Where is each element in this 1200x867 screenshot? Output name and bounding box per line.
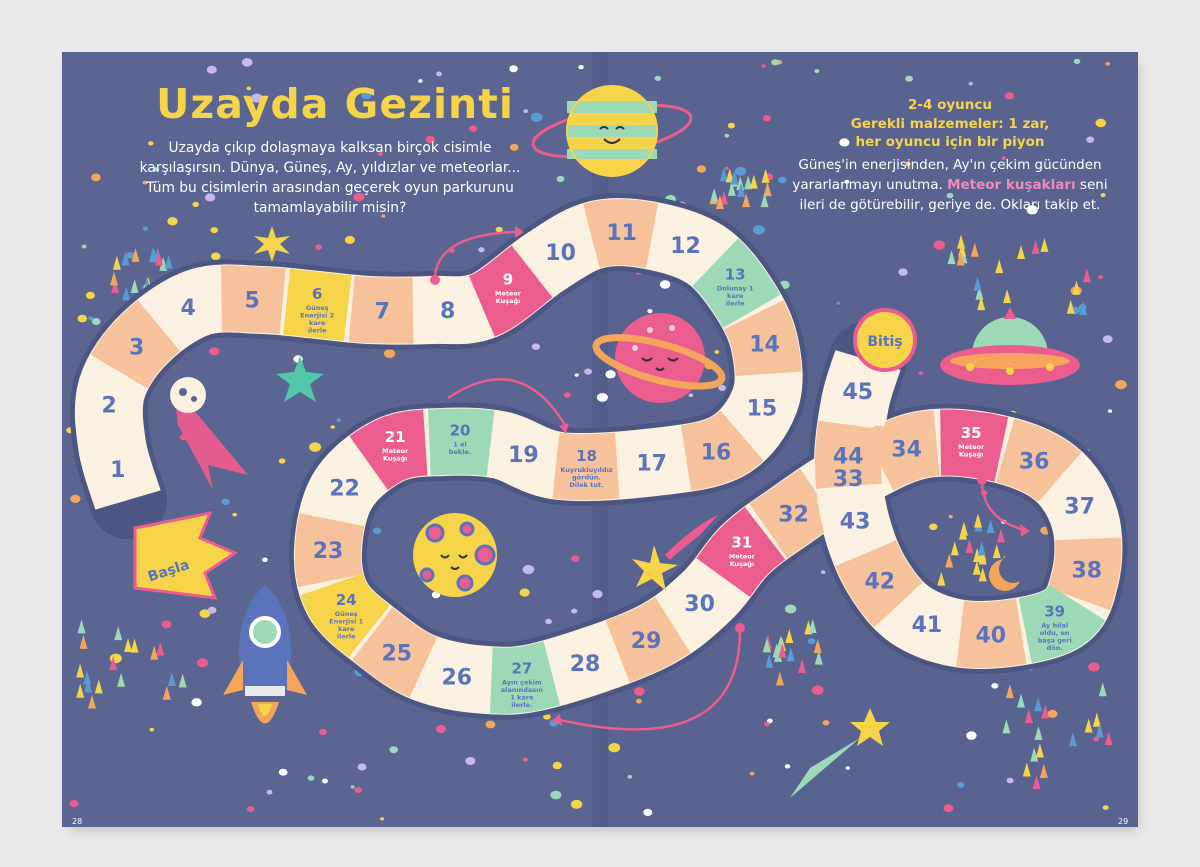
confetti-dot: [232, 513, 237, 517]
intro-line: Tüm bu cisimlerin arasından geçerek oyun parkurunu: [146, 180, 514, 196]
cell-number: 4: [180, 295, 196, 321]
cell-number: 40: [975, 623, 1007, 649]
cell-number: 42: [864, 569, 896, 595]
confetti-dot: [1108, 409, 1112, 412]
rules-line: [782, 175, 1118, 195]
rules-text: [782, 155, 1118, 215]
confetti-dot: [308, 775, 315, 780]
confetti-dot: [279, 458, 286, 463]
cell-number: 8: [439, 299, 456, 325]
cell-number: 9: [502, 270, 514, 289]
confetti-dot: [762, 64, 766, 67]
confetti-dot: [634, 687, 645, 696]
confetti-dot: [627, 775, 632, 779]
confetti-dot: [655, 76, 662, 81]
confetti-dot: [88, 316, 93, 320]
confetti-dot: [808, 638, 816, 644]
cell-number: 39: [1044, 602, 1066, 621]
cell-number: 26: [441, 665, 473, 691]
confetti-dot: [509, 65, 518, 72]
cell-number: 12: [670, 233, 701, 259]
confetti-dot: [486, 721, 496, 729]
confetti-dot: [724, 134, 729, 138]
confetti-dot: [354, 787, 362, 793]
confetti-dot: [597, 393, 608, 402]
confetti-dot: [728, 123, 735, 129]
cell-number: 18: [576, 447, 597, 465]
cell-number: 19: [508, 442, 539, 468]
cell-label: Meteor Kuşağı: [958, 443, 985, 459]
cell-number: 7: [374, 299, 390, 325]
confetti-dot: [991, 683, 998, 689]
cell-label: Güneş Enerjisi 2 kare ilerle: [300, 303, 335, 335]
confetti-dot: [331, 425, 336, 429]
materials-line: Gerekli malzemeler: 1 zar,: [850, 115, 1050, 132]
cell-label: Güneş Enerjisi 1 kare ilerle: [329, 610, 364, 641]
confetti-dot: [550, 791, 561, 800]
confetti-dot: [934, 240, 946, 249]
confetti-dot: [557, 176, 565, 182]
confetti-dot: [753, 225, 765, 235]
confetti-dot: [584, 369, 592, 375]
confetti-dot: [814, 69, 819, 73]
confetti-dot: [905, 76, 913, 82]
confetti-dot: [380, 817, 384, 820]
cell-number: 6: [311, 284, 323, 303]
cell-label: Kuyrukluyıldız gördün. Dilek tut.: [560, 466, 613, 489]
confetti-dot: [319, 729, 327, 735]
cell-number: 35: [960, 424, 982, 443]
confetti-dot: [86, 292, 95, 299]
cell-number: 33: [832, 466, 864, 492]
confetti-dot: [373, 528, 381, 535]
confetti-dot: [764, 722, 770, 727]
confetti-dot: [689, 393, 694, 397]
cell-number: 34: [891, 437, 922, 463]
confetti-dot: [571, 800, 582, 809]
confetti-dot: [209, 347, 219, 355]
confetti-dot: [715, 350, 720, 354]
meteor-highlight: Meteor kuşakları: [947, 177, 1076, 193]
confetti-dot: [785, 764, 790, 768]
confetti-dot: [1103, 335, 1113, 343]
confetti-dot: [571, 609, 577, 614]
confetti-dot: [436, 725, 446, 733]
cell-number: 37: [1064, 494, 1095, 520]
confetti-dot: [763, 115, 771, 121]
confetti-dot: [929, 524, 937, 531]
confetti-dot: [389, 746, 398, 753]
confetti-dot: [197, 658, 208, 667]
cell-number: 24: [335, 591, 357, 610]
confetti-dot: [143, 227, 148, 231]
confetti-dot: [1115, 380, 1127, 389]
confetti-dot: [636, 699, 642, 704]
confetti-dot: [735, 167, 746, 176]
intro-text: [110, 138, 550, 218]
cell-number: 29: [630, 628, 662, 654]
start-label: Başla: [145, 556, 192, 586]
cell-number: 5: [244, 288, 260, 314]
confetti-dot: [210, 227, 218, 233]
rules-line: ileri de götürebilir, geriye de. Okları takip et.: [799, 197, 1101, 213]
confetti-dot: [496, 227, 503, 233]
confetti-dot: [919, 371, 924, 375]
cell-number: 17: [636, 451, 668, 477]
confetti-dot: [571, 555, 579, 562]
confetti-dot: [191, 698, 201, 706]
cell-label: Ay hilal oldu, en başa geri dön.: [1037, 621, 1072, 652]
confetti-dot: [564, 392, 571, 398]
cell-number: 25: [381, 641, 413, 667]
confetti-dot: [78, 315, 88, 323]
confetti-dot: [771, 59, 779, 65]
confetti-dot: [70, 495, 80, 503]
confetti-dot: [750, 772, 755, 776]
cell-number: 15: [746, 396, 778, 422]
confetti-dot: [523, 758, 528, 762]
cell-number: 16: [700, 440, 732, 466]
cell-label: Meteor Kuşağı: [494, 289, 522, 305]
cell-label: Meteor Kuşağı: [728, 552, 755, 568]
confetti-dot: [1088, 662, 1099, 671]
confetti-dot: [523, 565, 535, 574]
confetti-dot: [592, 590, 602, 598]
confetti-dot: [70, 800, 79, 807]
intro-line: tamamlayabilir misin?: [253, 200, 407, 216]
rules-line: Güneş'in enerjisinden, Ay'ın çekim gücünden: [798, 157, 1102, 173]
confetti-dot: [162, 620, 172, 628]
confetti-dot: [384, 349, 395, 358]
cell-number: 28: [569, 652, 601, 678]
confetti-dot: [478, 247, 484, 252]
intro-line: karşılaşırsın. Dünya, Güneş, Ay, yıldızlar ve meteorlar...: [139, 160, 521, 176]
confetti-dot: [660, 280, 670, 288]
confetti-dot: [846, 766, 850, 769]
confetti-dot: [812, 686, 824, 695]
confetti-dot: [821, 570, 825, 574]
confetti-dot: [643, 809, 652, 816]
cell-number: 32: [778, 502, 809, 528]
confetti-dot: [242, 58, 253, 67]
confetti-dot: [608, 743, 620, 752]
confetti-dot: [322, 779, 328, 784]
confetti-dot: [315, 244, 322, 250]
cell-number: 11: [606, 221, 638, 247]
game-title: Uzayda Gezinti: [156, 80, 514, 128]
moon-face-icon: [413, 513, 497, 597]
cell-number: 41: [911, 613, 943, 639]
confetti-dot: [605, 370, 615, 378]
confetti-dot: [351, 785, 355, 788]
confetti-dot: [523, 109, 528, 113]
confetti-dot: [309, 442, 321, 452]
confetti-dot: [262, 558, 268, 563]
cell-number: 13: [724, 265, 746, 284]
confetti-dot: [150, 728, 155, 732]
cell-number: 3: [129, 335, 145, 361]
confetti-dot: [221, 499, 229, 506]
confetti-dot: [358, 763, 367, 770]
rules-text-part: seni: [1075, 177, 1108, 193]
confetti-dot: [532, 343, 540, 350]
cell-number: 44: [832, 444, 864, 470]
finish-label: Bitiş: [867, 334, 903, 350]
confetti-dot: [207, 66, 217, 74]
confetti-dot: [578, 65, 583, 69]
confetti-dot: [336, 418, 341, 422]
confetti-dot: [898, 268, 907, 275]
players-info: [780, 96, 1120, 152]
cell-number: 31: [731, 533, 753, 552]
cell-number: 14: [749, 332, 780, 358]
cell-number: 38: [1071, 558, 1103, 584]
cell-number: 45: [842, 380, 874, 405]
confetti-dot: [465, 757, 475, 765]
cell-number: 30: [684, 591, 715, 617]
confetti-dot: [436, 72, 442, 77]
cell-label: Dolunay 1 kare ilerle: [716, 284, 754, 308]
cell-label: Meteor Kuşağı: [382, 446, 409, 463]
confetti-dot: [208, 607, 217, 614]
confetti-dot: [697, 165, 706, 173]
confetti-dot: [91, 174, 101, 182]
confetti-dot: [966, 731, 976, 739]
confetti-dot: [553, 762, 562, 769]
confetti-dot: [167, 217, 177, 225]
confetti-dot: [531, 113, 543, 122]
confetti-dot: [969, 82, 973, 85]
cell-number: 36: [1018, 449, 1050, 475]
confetti-dot: [575, 374, 579, 377]
confetti-dot: [267, 790, 273, 795]
cell-number: 43: [839, 509, 871, 535]
confetti-dot: [647, 309, 652, 313]
confetti-dot: [345, 236, 355, 244]
page-number-right: 29: [1118, 817, 1129, 826]
confetti-dot: [949, 515, 953, 518]
confetti-dot: [520, 589, 530, 597]
confetti-dot: [957, 782, 964, 788]
cell-number: 20: [449, 421, 471, 440]
confetti-dot: [82, 245, 87, 249]
cell-label: Ayın çekim alanındasın 1 kare ilerle.: [500, 678, 544, 710]
confetti-dot: [247, 806, 255, 812]
cell-number: 22: [329, 476, 360, 502]
confetti-dot: [279, 769, 288, 776]
confetti-dot: [1048, 710, 1058, 718]
cell-number: 21: [384, 427, 406, 446]
confetti-dot: [211, 252, 221, 260]
confetti-dot: [836, 302, 840, 305]
confetti-dot: [725, 167, 729, 170]
confetti-dot: [943, 804, 953, 812]
rules-text-part: yararlanmayı unutma.: [792, 177, 948, 193]
confetti-dot: [1103, 805, 1109, 810]
confetti-dot: [1074, 59, 1081, 64]
cell-number: 10: [545, 240, 576, 266]
confetti-dot: [1105, 62, 1110, 66]
confetti-dot: [545, 619, 552, 624]
confetti-dot: [1007, 778, 1014, 784]
confetti-dot: [823, 720, 830, 725]
cell-number: 2: [101, 393, 117, 419]
player-count: 2-4 oyuncu: [908, 97, 992, 113]
cell-number: 1: [110, 458, 126, 483]
confetti-dot: [1098, 275, 1103, 279]
cell-number: 27: [511, 659, 533, 678]
page-number-left: 28: [72, 817, 83, 826]
cell-number: 23: [312, 539, 344, 565]
cell-label: 1 el bekle.: [448, 440, 472, 456]
materials-line: her oyuncu için bir piyon: [855, 134, 1045, 150]
intro-line: Uzayda çıkıp dolaşmaya kalksan birçok cisimle: [168, 140, 492, 156]
confetti-dot: [785, 605, 796, 614]
